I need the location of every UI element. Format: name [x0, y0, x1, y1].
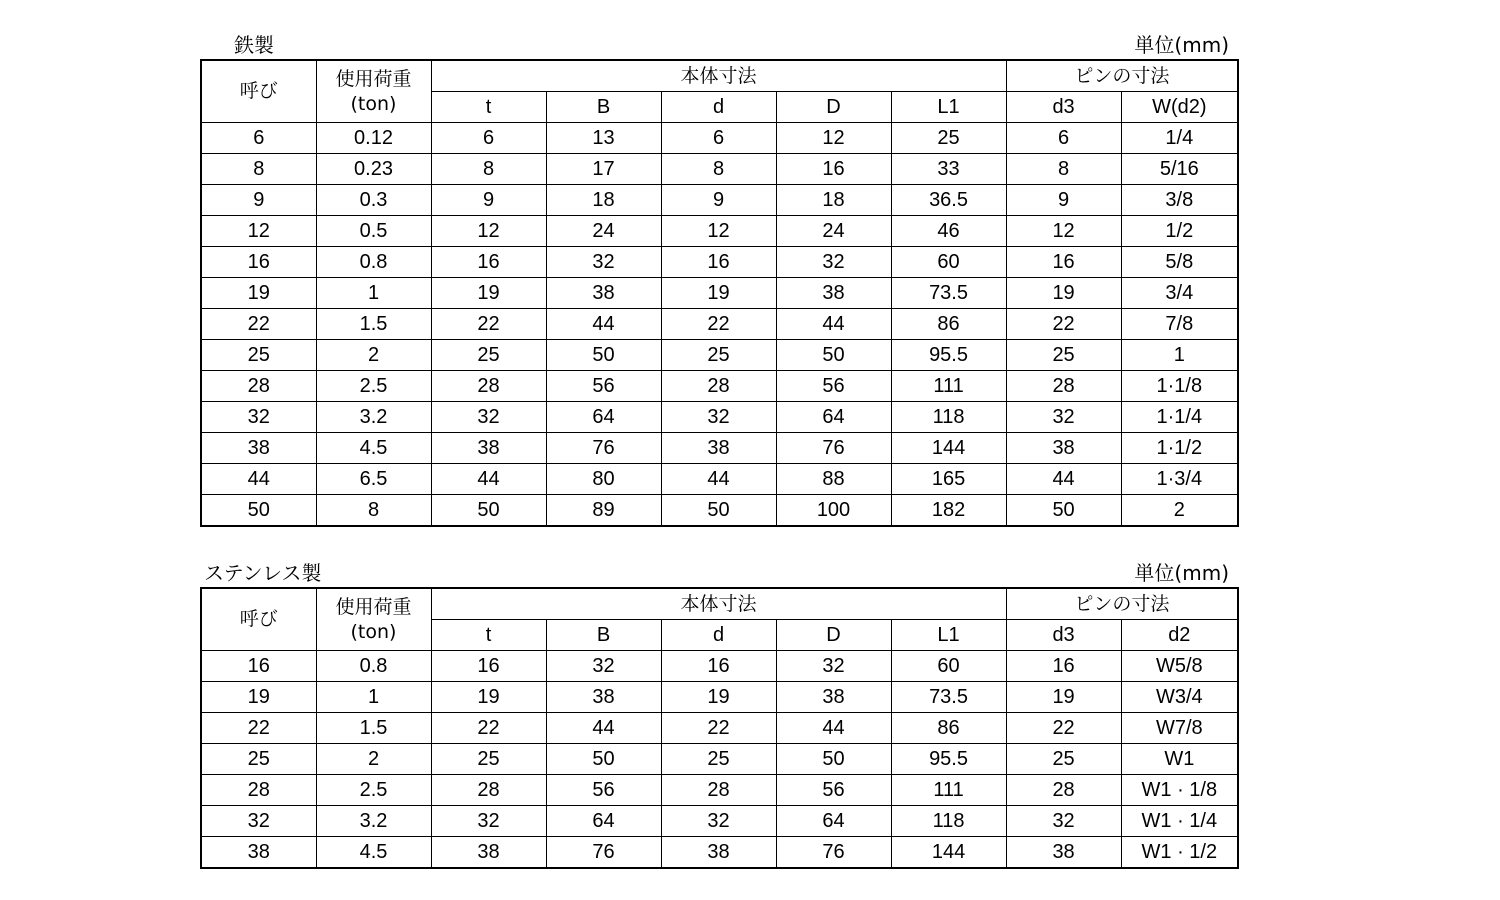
table-cell: 50 [546, 744, 661, 775]
header-col-b: B [546, 92, 661, 123]
table-cell: 46 [891, 216, 1006, 247]
stainless-table-title: ステンレス製 [204, 561, 322, 585]
table-cell: 64 [776, 402, 891, 433]
table-cell: 16 [201, 651, 316, 682]
table-cell: 5/8 [1121, 247, 1238, 278]
table-cell: 9 [1006, 185, 1121, 216]
table-cell: 28 [431, 775, 546, 806]
table-cell: 12 [201, 216, 316, 247]
table-cell: 144 [891, 837, 1006, 869]
table-cell: 8 [316, 495, 431, 527]
header-row-group [201, 60, 1238, 92]
table-cell: 86 [891, 713, 1006, 744]
stainless-spec-table [200, 587, 1239, 869]
table-cell: 100 [776, 495, 891, 527]
table-cell: 18 [546, 185, 661, 216]
table-cell: 28 [661, 775, 776, 806]
table-cell: 17 [546, 154, 661, 185]
table-cell: 44 [1006, 464, 1121, 495]
header-body-dimensions: 本体寸法 [431, 588, 1006, 620]
iron-table-title: 鉄製 [234, 33, 274, 57]
table-cell: 118 [891, 806, 1006, 837]
table-row [201, 154, 1238, 185]
table-cell: 2.5 [316, 775, 431, 806]
iron-caption-row [200, 28, 1237, 59]
table-cell: 28 [661, 371, 776, 402]
table-cell: 28 [1006, 775, 1121, 806]
table-cell: 44 [546, 713, 661, 744]
table-cell: 16 [1006, 651, 1121, 682]
header-col-d-small: d [661, 620, 776, 651]
table-cell: 16 [431, 247, 546, 278]
table-cell: 4.5 [316, 433, 431, 464]
table-cell: 6.5 [316, 464, 431, 495]
table-cell: 89 [546, 495, 661, 527]
table-cell: 25 [201, 744, 316, 775]
table-cell: 38 [201, 433, 316, 464]
header-working-load [316, 588, 431, 651]
table-cell: 28 [1006, 371, 1121, 402]
table-cell: 182 [891, 495, 1006, 527]
table-cell: 144 [891, 433, 1006, 464]
table-cell: 25 [1006, 744, 1121, 775]
header-col-l1: L1 [891, 92, 1006, 123]
table-cell: 44 [431, 464, 546, 495]
table-row [201, 278, 1238, 309]
table-cell: 32 [1006, 402, 1121, 433]
table-cell: 9 [201, 185, 316, 216]
table-cell: 19 [201, 278, 316, 309]
header-body-dimensions: 本体寸法 [431, 60, 1006, 92]
table-cell: 25 [661, 340, 776, 371]
table-cell: 6 [431, 123, 546, 154]
table-cell: 32 [776, 651, 891, 682]
table-cell: 13 [546, 123, 661, 154]
table-row [201, 464, 1238, 495]
table-cell: 6 [661, 123, 776, 154]
table-cell: 165 [891, 464, 1006, 495]
table-cell: 44 [776, 309, 891, 340]
table-cell: 19 [431, 682, 546, 713]
table-row [201, 713, 1238, 744]
table-cell: 60 [891, 651, 1006, 682]
table-row [201, 309, 1238, 340]
table-row [201, 371, 1238, 402]
table-cell: 28 [201, 371, 316, 402]
table-cell: 8 [1006, 154, 1121, 185]
table-cell: 0.5 [316, 216, 431, 247]
table-cell: 1 [316, 682, 431, 713]
header-col-d3: d3 [1006, 92, 1121, 123]
table-cell: W1 [1121, 744, 1238, 775]
header-col-b: B [546, 620, 661, 651]
table-cell: 25 [891, 123, 1006, 154]
table-cell: 12 [431, 216, 546, 247]
table-cell: 3/4 [1121, 278, 1238, 309]
table-cell: 1·3/4 [1121, 464, 1238, 495]
stainless-unit-label: 単位(mm) [1134, 561, 1229, 585]
table-cell: 50 [661, 495, 776, 527]
table-cell: 32 [661, 402, 776, 433]
table-cell: 95.5 [891, 744, 1006, 775]
iron-unit-label: 単位(mm) [1134, 33, 1229, 57]
table-cell: 9 [661, 185, 776, 216]
table-cell: 60 [891, 247, 1006, 278]
table-cell: W1 · 1/8 [1121, 775, 1238, 806]
table-cell: 7/8 [1121, 309, 1238, 340]
header-row-group [201, 588, 1238, 620]
table-cell: 1 [316, 278, 431, 309]
table-cell: 76 [546, 433, 661, 464]
table-cell: 44 [546, 309, 661, 340]
table-cell: 56 [776, 775, 891, 806]
table-cell: 80 [546, 464, 661, 495]
table-cell: 50 [776, 340, 891, 371]
table-row [201, 744, 1238, 775]
table-cell: 25 [431, 744, 546, 775]
table-cell: 38 [1006, 433, 1121, 464]
table-cell: 56 [546, 371, 661, 402]
table-row [201, 216, 1238, 247]
table-cell: 56 [546, 775, 661, 806]
header-pin-dimensions: ピンの寸法 [1006, 60, 1238, 92]
table-cell: 0.8 [316, 247, 431, 278]
table-cell: W7/8 [1121, 713, 1238, 744]
table-row [201, 123, 1238, 154]
table-cell: 32 [201, 402, 316, 433]
iron-spec-section [200, 28, 1237, 527]
table-cell: 50 [1006, 495, 1121, 527]
table-cell: 50 [201, 495, 316, 527]
table-cell: 50 [546, 340, 661, 371]
table-cell: 3.2 [316, 402, 431, 433]
table-cell: 3.2 [316, 806, 431, 837]
table-row [201, 495, 1238, 527]
table-cell: 32 [431, 402, 546, 433]
table-cell: 24 [546, 216, 661, 247]
table-cell: 22 [431, 713, 546, 744]
table-cell: 2 [1121, 495, 1238, 527]
table-cell: 32 [1006, 806, 1121, 837]
table-row [201, 837, 1238, 869]
table-cell: 32 [546, 651, 661, 682]
table-cell: 19 [661, 278, 776, 309]
table-cell: 8 [201, 154, 316, 185]
table-cell: 16 [1006, 247, 1121, 278]
table-cell: 0.3 [316, 185, 431, 216]
table-cell: 86 [891, 309, 1006, 340]
table-cell: 8 [431, 154, 546, 185]
table-cell: 16 [431, 651, 546, 682]
table-cell: 36.5 [891, 185, 1006, 216]
stainless-table-body [201, 588, 1238, 868]
table-cell: 2 [316, 340, 431, 371]
table-cell: 0.8 [316, 651, 431, 682]
table-cell: 1·1/4 [1121, 402, 1238, 433]
table-cell: 2.5 [316, 371, 431, 402]
header-col-l1: L1 [891, 620, 1006, 651]
table-cell: 25 [431, 340, 546, 371]
table-row [201, 651, 1238, 682]
header-col-d-large: D [776, 620, 891, 651]
table-cell: 1.5 [316, 713, 431, 744]
table-cell: 19 [431, 278, 546, 309]
table-cell: 0.12 [316, 123, 431, 154]
table-cell: 25 [661, 744, 776, 775]
table-cell: 44 [776, 713, 891, 744]
table-cell: 56 [776, 371, 891, 402]
table-cell: 38 [776, 278, 891, 309]
table-cell: 32 [201, 806, 316, 837]
table-cell: 24 [776, 216, 891, 247]
table-cell: 32 [546, 247, 661, 278]
table-cell: 22 [201, 309, 316, 340]
header-working-load [316, 60, 431, 123]
table-cell: 1/4 [1121, 123, 1238, 154]
table-cell: 22 [1006, 713, 1121, 744]
table-row [201, 340, 1238, 371]
table-cell: 16 [661, 651, 776, 682]
table-cell: 25 [201, 340, 316, 371]
table-cell: 38 [661, 433, 776, 464]
table-cell: 16 [201, 247, 316, 278]
table-cell: 22 [661, 309, 776, 340]
header-nominal: 呼び [201, 588, 316, 651]
header-working-load-unit: (ton) [350, 92, 397, 115]
table-row [201, 775, 1238, 806]
header-col-w-d2: W(d2) [1121, 92, 1238, 123]
table-cell: W5/8 [1121, 651, 1238, 682]
table-cell: 76 [546, 837, 661, 869]
table-cell: 1.5 [316, 309, 431, 340]
table-cell: 44 [201, 464, 316, 495]
table-row [201, 682, 1238, 713]
stainless-spec-section [200, 556, 1237, 869]
table-cell: 1·1/2 [1121, 433, 1238, 464]
table-cell: 6 [201, 123, 316, 154]
header-col-t: t [431, 620, 546, 651]
header-col-d-large: D [776, 92, 891, 123]
table-cell: 22 [661, 713, 776, 744]
table-cell: 38 [776, 682, 891, 713]
table-cell: 0.23 [316, 154, 431, 185]
table-cell: 38 [1006, 837, 1121, 869]
table-cell: 12 [661, 216, 776, 247]
table-cell: 50 [776, 744, 891, 775]
table-cell: 25 [1006, 340, 1121, 371]
table-row [201, 402, 1238, 433]
iron-spec-table [200, 59, 1239, 527]
table-cell: 16 [661, 247, 776, 278]
table-cell: 19 [201, 682, 316, 713]
table-cell: 73.5 [891, 682, 1006, 713]
table-cell: 88 [776, 464, 891, 495]
table-cell: 32 [661, 806, 776, 837]
table-cell: 3/8 [1121, 185, 1238, 216]
table-cell: 12 [776, 123, 891, 154]
table-cell: 9 [431, 185, 546, 216]
table-cell: 50 [431, 495, 546, 527]
header-nominal: 呼び [201, 60, 316, 123]
table-cell: 28 [431, 371, 546, 402]
table-cell: 64 [546, 402, 661, 433]
table-cell: 38 [546, 682, 661, 713]
table-cell: 44 [661, 464, 776, 495]
table-row [201, 185, 1238, 216]
table-cell: W3/4 [1121, 682, 1238, 713]
table-cell: 33 [891, 154, 1006, 185]
header-col-d3: d3 [1006, 620, 1121, 651]
table-cell: 32 [776, 247, 891, 278]
table-cell: 8 [661, 154, 776, 185]
header-working-load-label: 使用荷重 [335, 67, 412, 90]
table-cell: 22 [1006, 309, 1121, 340]
table-cell: 64 [546, 806, 661, 837]
table-cell: 22 [431, 309, 546, 340]
table-cell: W1 · 1/2 [1121, 837, 1238, 869]
table-cell: W1 · 1/4 [1121, 806, 1238, 837]
table-cell: 111 [891, 775, 1006, 806]
table-cell: 1/2 [1121, 216, 1238, 247]
table-cell: 38 [431, 837, 546, 869]
table-cell: 111 [891, 371, 1006, 402]
table-cell: 38 [431, 433, 546, 464]
table-cell: 19 [1006, 278, 1121, 309]
table-cell: 22 [201, 713, 316, 744]
table-cell: 16 [776, 154, 891, 185]
table-cell: 12 [1006, 216, 1121, 247]
iron-table-body [201, 60, 1238, 526]
table-cell: 1 [1121, 340, 1238, 371]
table-cell: 18 [776, 185, 891, 216]
table-cell: 95.5 [891, 340, 1006, 371]
header-working-load-label: 使用荷重 [335, 595, 412, 618]
stainless-caption-row [200, 556, 1237, 587]
table-cell: 6 [1006, 123, 1121, 154]
table-row [201, 247, 1238, 278]
table-cell: 64 [776, 806, 891, 837]
header-working-load-unit: (ton) [350, 620, 397, 643]
table-cell: 4.5 [316, 837, 431, 869]
header-pin-dimensions: ピンの寸法 [1006, 588, 1238, 620]
table-cell: 1·1/8 [1121, 371, 1238, 402]
table-cell: 38 [661, 837, 776, 869]
header-col-t: t [431, 92, 546, 123]
table-cell: 2 [316, 744, 431, 775]
table-cell: 73.5 [891, 278, 1006, 309]
table-cell: 19 [1006, 682, 1121, 713]
table-cell: 32 [431, 806, 546, 837]
table-cell: 19 [661, 682, 776, 713]
table-cell: 5/16 [1121, 154, 1238, 185]
table-cell: 28 [201, 775, 316, 806]
table-cell: 38 [546, 278, 661, 309]
table-cell: 76 [776, 837, 891, 869]
table-row [201, 806, 1238, 837]
header-col-d2: d2 [1121, 620, 1238, 651]
table-row [201, 433, 1238, 464]
header-col-d-small: d [661, 92, 776, 123]
table-cell: 76 [776, 433, 891, 464]
table-cell: 38 [201, 837, 316, 869]
table-cell: 118 [891, 402, 1006, 433]
